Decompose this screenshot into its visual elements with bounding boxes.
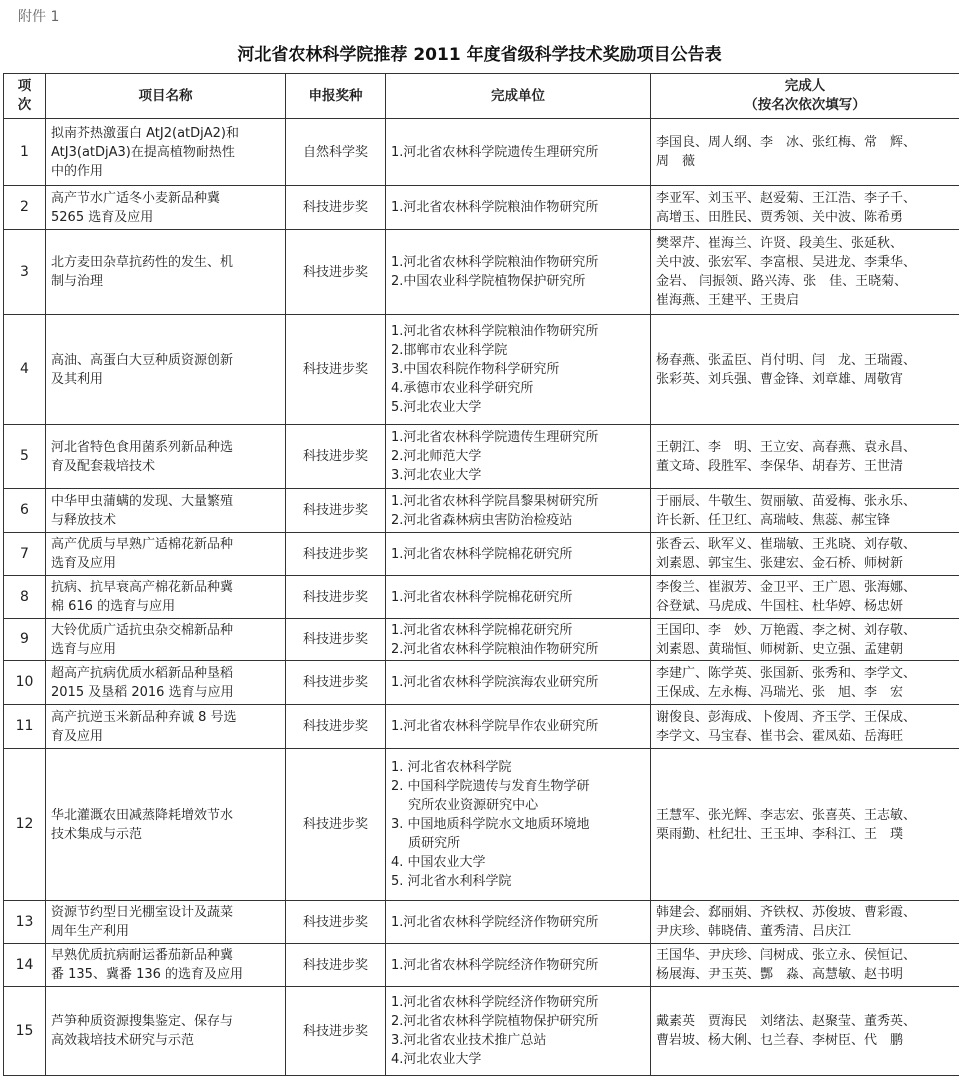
completing-units-line: 4. 中国农业大学 [391,855,486,870]
project-name-line: 制与治理 [51,274,104,289]
project-name-line: 选育及应用 [51,556,117,571]
completing-units-line: 1.河北省农林科学院棉花研究所 [391,589,573,605]
completing-units-line: 1.河北省农林科学院棉花研究所 [391,546,573,562]
project-name-line: 华北灌溉农田减蒸降耗增效节水 [51,807,234,823]
award-type: 科技进步奖 [286,944,386,987]
completing-persons-line: 王国华、尹庆珍、闫树成、张立永、侯恒记、 [656,948,917,963]
completing-persons-line: 王国印、李 妙、万艳霞、李之树、刘存敬、 [656,622,917,638]
completing-persons [651,533,959,576]
completing-persons [651,705,959,749]
table-row [4,661,959,705]
completing-persons-line: 王慧军、张光辉、李志宏、张喜英、王志敏、 [656,807,917,823]
award-projects-table [3,73,959,1076]
completing-persons [651,619,959,661]
document-title: 河北省农林科学院推荐 2011 年度省级科学技术奖励项目公告表 [237,45,722,65]
row-index: 5 [4,425,46,489]
project-name-line: 高产优质与早熟广适棉花新品种 [51,537,234,552]
completing-persons-line: 尹庆珍、韩晓倩、董秀清、吕庆江 [656,924,852,939]
table-row [4,186,959,230]
completing-units-line: 2.中国农业科学院植物保护研究所 [391,274,586,289]
header-project-name: 项目名称 [46,74,286,119]
completing-units-line: 1.河北省农林科学院滨海农业研究所 [391,675,599,690]
completing-persons [651,230,959,315]
completing-units [386,944,651,987]
completing-persons-line: 周 薇 [656,154,696,169]
completing-units [386,315,651,425]
completing-units-line: 1.河北省农林科学院粮油作物研究所 [391,200,599,215]
completing-persons-line: 于丽辰、牛敬生、贺丽敏、苗爱梅、张永乐、 [656,493,917,509]
table-row [4,987,959,1076]
project-name-line: 5265 选育及应用 [51,209,154,225]
completing-persons-line: 王朝江、李 明、王立安、高春燕、袁永昌、 [656,439,917,455]
completing-persons-line: 崔海燕、王建平、王贵启 [656,293,800,308]
project-name [46,315,286,425]
project-name-line: 拟南芥热激蛋白 AtJ2(atDjA2)和 [51,125,239,141]
table-row [4,533,959,576]
table-header-row [4,74,959,119]
completing-persons-line: 许长新、任卫红、高瑞岐、焦蕊、郝宝锋 [656,512,891,528]
project-name-line: 选育与应用 [51,641,117,657]
completing-persons [651,944,959,987]
row-index: 7 [4,533,46,576]
row-index: 1 [4,119,46,186]
project-name-line: 技术集成与示范 [51,826,143,842]
completing-units-line: 2. 中国科学院遗传与发育生物学研 [391,779,590,794]
completing-persons-line: 李俊兰、崔淑芳、金卫平、王广恩、张海娜、 [656,580,917,595]
completing-persons [651,119,959,186]
header-persons: 完成人 （按名次依次填写） [651,74,959,119]
table-row [4,425,959,489]
project-name-line: 高产抗逆玉米新品种弃诚 8 号选 [51,709,237,725]
completing-persons [651,186,959,230]
completing-units-line: 2.河北省农林科学院植物保护研究所 [391,1014,599,1029]
award-type: 自然科学奖 [286,119,386,186]
project-name [46,661,286,705]
completing-units [386,576,651,619]
completing-persons-line: 张香云、耿军义、崔瑞敏、王兆晓、刘存敬、 [656,537,917,552]
award-type: 科技进步奖 [286,576,386,619]
completing-persons [651,749,959,901]
project-name [46,186,286,230]
completing-units-line: 1.河北省农林科学院遗传生理研究所 [391,144,599,160]
project-name-line: 早熟优质抗病耐运番茄新品种冀 [51,948,234,963]
project-name [46,749,286,901]
completing-units-line: 3. 中国地质科学院水文地质环境地 [391,817,590,832]
table-row [4,705,959,749]
project-name-line: 育及配套栽培技术 [51,458,156,474]
project-name [46,901,286,944]
project-name [46,230,286,315]
completing-units-line: 1.河北省农林科学院粮油作物研究所 [391,324,599,339]
award-type: 科技进步奖 [286,425,386,489]
completing-persons-line: 杨展海、尹玉英、酆 淼、高慧敏、赵书明 [656,967,904,982]
row-index: 10 [4,661,46,705]
project-name [46,119,286,186]
table-row [4,901,959,944]
row-index: 13 [4,901,46,944]
completing-persons-line: 刘素恩、郭宝生、张建宏、金石桥、师树新 [656,556,904,571]
project-name-line: 河北省特色食用菌系列新品种选 [51,439,234,455]
table-row [4,749,959,901]
completing-units-line: 5.河北农业大学 [391,400,482,415]
project-name-line: 高产节水广适冬小麦新品种冀 [51,190,221,206]
table-row [4,944,959,987]
row-index: 2 [4,186,46,230]
row-index: 9 [4,619,46,661]
project-name-line: 番 135、冀番 136 的选育及应用 [51,967,244,982]
completing-units-line: 1.河北省农林科学院经济作物研究所 [391,914,599,930]
project-name [46,489,286,533]
award-type: 科技进步奖 [286,661,386,705]
completing-persons-line: 张彩英、刘兵强、曹金锋、刘章雄、周敬宵 [656,371,904,387]
completing-persons-line: 金岩、 闫振领、路兴涛、张 佳、王晓菊、 [656,274,908,289]
completing-persons-line: 刘素恩、黄瑞恒、师树新、史立强、孟建朝 [656,641,904,657]
project-name-line: 大铃优质广适抗虫杂交棉新品种 [51,622,234,638]
completing-persons-line: 曹岩坡、杨大俐、乜兰春、李树臣、代 鹏 [656,1033,904,1048]
completing-units-line: 1.河北省农林科学院粮油作物研究所 [391,255,599,270]
project-name-line: 中华甲虫蒲螨的发现、大量繁殖 [51,493,234,509]
award-type: 科技进步奖 [286,186,386,230]
completing-units [386,987,651,1076]
row-index: 4 [4,315,46,425]
completing-units-line: 4.承德市农业科学研究所 [391,381,534,396]
completing-units [386,705,651,749]
project-name-line: 及其利用 [51,371,104,387]
completing-persons [651,489,959,533]
completing-persons [651,425,959,489]
completing-persons-line: 谷登斌、马虎成、牛国柱、杜华婷、杨忠妍 [656,599,904,614]
row-index: 14 [4,944,46,987]
project-name [46,576,286,619]
completing-persons-line: 戴素英 贾海民 刘绪法、赵聚莹、董秀英、 [656,1014,917,1029]
project-name-line: 棉 616 的选育与应用 [51,599,176,614]
completing-units [386,619,651,661]
completing-persons-line: 关中波、张宏军、李富根、吴进龙、李秉华、 [656,255,917,270]
completing-persons-line: 谢俊良、彭海成、卜俊周、齐玉学、王保成、 [656,709,917,725]
table-row [4,576,959,619]
award-type: 科技进步奖 [286,315,386,425]
table-row [4,489,959,533]
row-index: 3 [4,230,46,315]
award-type: 科技进步奖 [286,705,386,749]
project-name-line: 北方麦田杂草抗药性的发生、机 [51,255,234,270]
completing-units [386,489,651,533]
table-row [4,619,959,661]
completing-units-line: 2.河北省农林科学院粮油作物研究所 [391,641,599,657]
award-type: 科技进步奖 [286,749,386,901]
project-name-line: 抗病、抗早衰高产棉花新品种冀 [51,580,234,595]
award-type: 科技进步奖 [286,987,386,1076]
completing-units-line: 3.河北农业大学 [391,468,482,483]
completing-units-line: 1.河北省农林科学院遗传生理研究所 [391,430,599,445]
row-index: 8 [4,576,46,619]
completing-units-line: 究所农业资源研究中心 [391,798,539,813]
completing-persons-line: 李亚军、刘玉平、赵爱菊、王江浩、李子千、 [656,190,917,206]
completing-units [386,749,651,901]
completing-units [386,230,651,315]
header-units: 完成单位 [386,74,651,119]
row-index: 15 [4,987,46,1076]
project-name-line: 芦笋种质资源搜集鉴定、保存与 [51,1014,234,1029]
completing-units-line: 3.河北省农业技术推广总站 [391,1033,547,1048]
completing-persons [651,576,959,619]
table-row [4,119,959,186]
row-index: 12 [4,749,46,901]
completing-units [386,533,651,576]
completing-persons-line: 李学文、马宝春、崔书会、霍凤茹、岳海旺 [656,728,904,744]
project-name-line: 周年生产利用 [51,924,130,939]
completing-persons-line: 李建广、陈学英、张国新、张秀和、李学文、 [656,665,917,681]
project-name-line: 2015 及垦稻 2016 选育与应用 [51,684,234,700]
project-name-line: 高油、高蛋白大豆种质资源创新 [51,352,234,368]
project-name [46,619,286,661]
project-name [46,705,286,749]
award-type: 科技进步奖 [286,533,386,576]
completing-units-line: 5. 河北省水利科学院 [391,874,512,889]
completing-units-line: 1.河北省农林科学院经济作物研究所 [391,957,599,973]
completing-persons-line: 李国良、周人纲、李 冰、张红梅、常 辉、 [656,135,917,150]
completing-units [386,186,651,230]
completing-persons [651,987,959,1076]
completing-persons-line: 高增玉、田胜民、贾秀领、关中波、陈希勇 [656,209,904,225]
completing-units-line: 质研究所 [391,836,461,851]
completing-units [386,119,651,186]
completing-units-line: 1. 河北省农林科学院 [391,760,512,775]
completing-units [386,661,651,705]
project-name [46,944,286,987]
completing-persons [651,315,959,425]
header-award-type: 申报奖种 [286,74,386,119]
project-name-line: 中的作用 [51,163,104,179]
completing-persons-line: 董文琦、段胜军、李保华、胡春芳、王世清 [656,458,904,474]
completing-units-line: 2.邯郸市农业科学院 [391,343,508,358]
project-name-line: 超高产抗病优质水稻新品种垦稻 [51,665,234,681]
attachment-label: 附件 1 [18,9,60,25]
completing-persons-line: 栗雨勤、杜纪壮、王玉坤、李科江、王 璞 [656,826,904,842]
row-index: 6 [4,489,46,533]
project-name [46,987,286,1076]
project-name [46,533,286,576]
award-type: 科技进步奖 [286,901,386,944]
completing-persons [651,901,959,944]
completing-persons-line: 樊翠芹、崔海兰、许贤、段美生、张延秋、 [656,236,904,251]
completing-units-line: 3.中国农科院作物科学研究所 [391,362,560,377]
completing-units [386,425,651,489]
award-type: 科技进步奖 [286,619,386,661]
completing-units-line: 1.河北省农林科学院棉花研究所 [391,622,573,638]
completing-persons-line: 王保成、左永梅、冯瑞光、张 旭、李 宏 [656,684,904,700]
project-name-line: 育及应用 [51,728,104,744]
completing-units-line: 2.河北师范大学 [391,449,482,464]
completing-persons-line: 杨春燕、张孟臣、肖付明、闫 龙、王瑞霞、 [656,352,917,368]
completing-units-line: 2.河北省森林病虫害防治检疫站 [391,512,573,528]
project-name-line: 资源节约型日光棚室设计及蔬菜 [51,905,234,920]
completing-units-line: 1.河北省农林科学院昌黎果树研究所 [391,493,599,509]
header-index: 项 次 [4,74,46,119]
completing-units [386,901,651,944]
project-name [46,425,286,489]
award-type: 科技进步奖 [286,230,386,315]
table-row [4,315,959,425]
award-type: 科技进步奖 [286,489,386,533]
row-index: 11 [4,705,46,749]
completing-persons [651,661,959,705]
table-row [4,230,959,315]
project-name-line: AtJ3(atDjA3)在提高植物耐热性 [51,144,235,160]
completing-persons-line: 韩建会、郄丽娟、齐铁权、苏俊坡、曹彩霞、 [656,905,917,920]
completing-units-line: 1.河北省农林科学院经济作物研究所 [391,995,599,1010]
project-name-line: 与释放技术 [51,512,117,528]
project-name-line: 高效栽培技术研究与示范 [51,1033,195,1048]
completing-units-line: 4.河北农业大学 [391,1052,482,1067]
completing-units-line: 1.河北省农林科学院旱作农业研究所 [391,719,599,734]
